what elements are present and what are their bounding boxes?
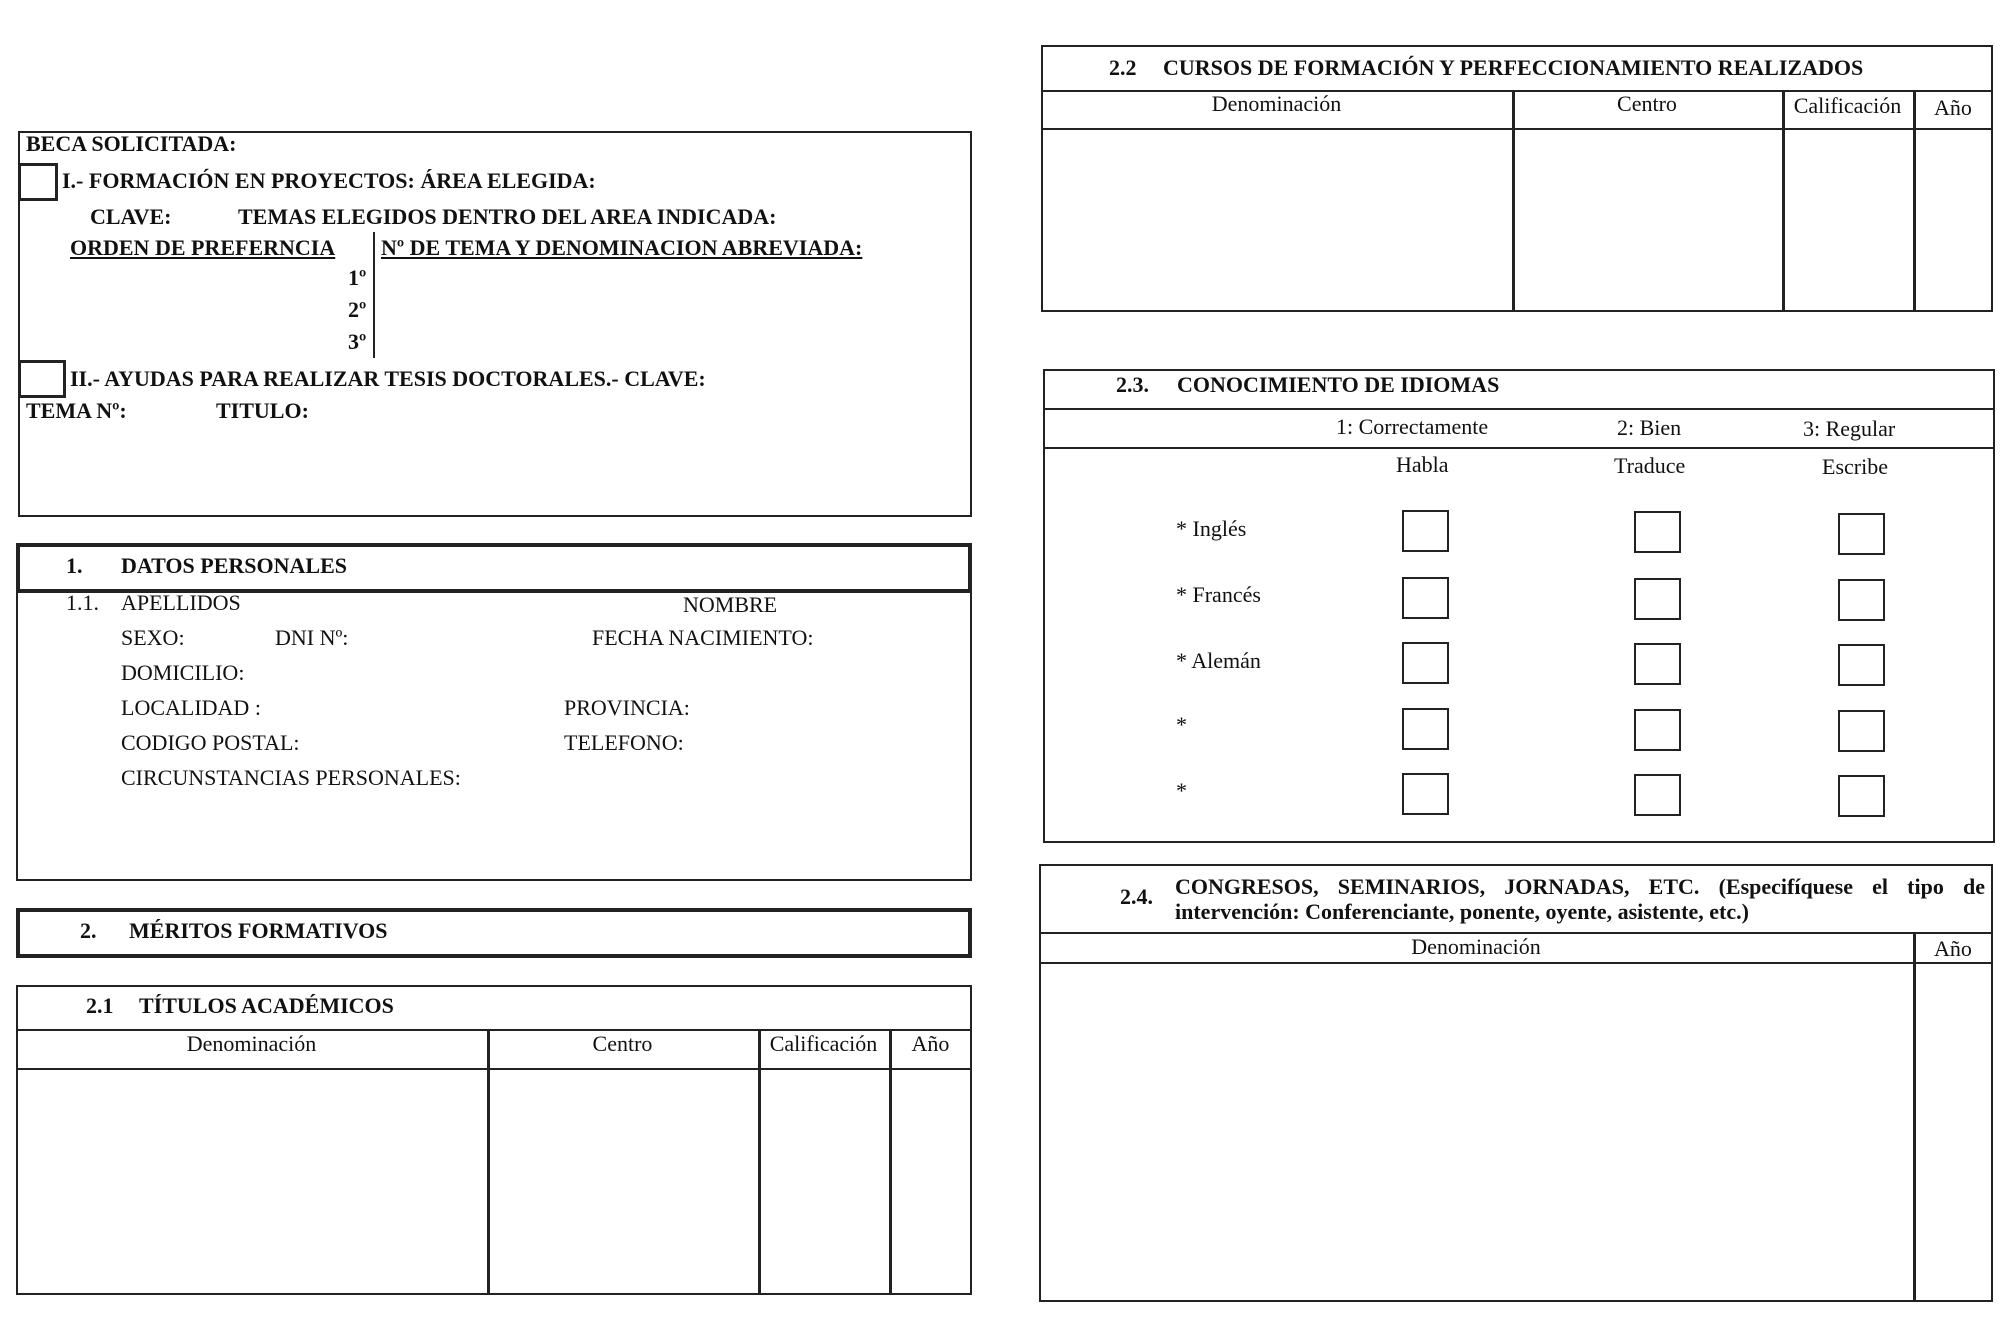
- titulos-col-ano: Año: [911, 1031, 950, 1056]
- congresos-header-divider: [1039, 962, 1993, 964]
- option1-checkbox[interactable]: [18, 163, 58, 201]
- cursos-col-sep-1: [1512, 90, 1515, 312]
- cursos-col-centro: Centro: [1617, 91, 1677, 116]
- meritos-number: 2.: [80, 918, 97, 943]
- ingles-habla-checkbox[interactable]: [1402, 510, 1449, 552]
- cursos-col-sep-3: [1913, 90, 1916, 312]
- option1-label: I.- FORMACIÓN EN PROYECTOS: ÁREA ELEGIDA:: [62, 168, 596, 193]
- fecha-label: FECHA NACIMIENTO:: [592, 625, 814, 650]
- idiomas-skill-escribe: Escribe: [1822, 454, 1888, 479]
- cursos-col-denominacion: Denominación: [1211, 91, 1342, 116]
- telefono-label: TELEFONO:: [564, 730, 684, 755]
- datos-sub-number: 1.1.: [66, 590, 99, 615]
- idiomas-scale-divider: [1043, 447, 1995, 449]
- language-row-3: * Alemán: [1176, 648, 1261, 673]
- order-3: 3º: [348, 329, 367, 354]
- idiomas-title-divider: [1043, 408, 1995, 410]
- idiomas-scale-2: 2: Bien: [1617, 415, 1682, 440]
- congresos-col-sep: [1913, 932, 1916, 1302]
- titulos-header-divider: [16, 1068, 972, 1070]
- congresos-title-line2: intervención: Conferenciante, ponente, oyente, asistente, etc.): [1175, 899, 1749, 924]
- congresos-number: 2.4.: [1120, 884, 1153, 909]
- language-row-1: * Inglés: [1176, 516, 1247, 541]
- language5-escribe-checkbox[interactable]: [1838, 775, 1885, 817]
- aleman-habla-checkbox[interactable]: [1402, 642, 1449, 684]
- meritos-title: MÉRITOS FORMATIVOS: [129, 918, 388, 943]
- titulos-col-centro: Centro: [592, 1031, 653, 1056]
- idiomas-skill-habla: Habla: [1396, 452, 1449, 477]
- option2-checkbox[interactable]: [18, 360, 66, 398]
- titulo-label: TITULO:: [216, 398, 309, 423]
- localidad-label: LOCALIDAD :: [121, 695, 261, 720]
- aleman-traduce-checkbox[interactable]: [1634, 643, 1681, 685]
- congresos-table: [1039, 864, 1993, 1302]
- language4-escribe-checkbox[interactable]: [1838, 710, 1885, 752]
- aleman-escribe-checkbox[interactable]: [1838, 644, 1885, 686]
- congresos-title-line1: CONGRESOS, SEMINARIOS, JORNADAS, ETC. (Especifíquese el tipo de: [1175, 874, 1985, 899]
- idiomas-title: CONOCIMIENTO DE IDIOMAS: [1177, 372, 1500, 397]
- idiomas-skill-traduce: Traduce: [1614, 453, 1686, 478]
- titulos-number: 2.1: [86, 993, 114, 1018]
- orden-divider: [373, 232, 375, 358]
- cursos-col-calificacion: Calificación: [1793, 93, 1902, 118]
- titulos-col-sep-1: [487, 1029, 490, 1295]
- language-row-4: *: [1176, 712, 1187, 737]
- congresos-col-denominacion: Denominación: [1411, 934, 1541, 959]
- idiomas-scale-1: 1: Correctamente: [1336, 414, 1489, 439]
- dni-label: DNI Nº:: [275, 625, 349, 650]
- nombre-label: NOMBRE: [683, 592, 778, 617]
- cursos-table: [1041, 45, 1993, 312]
- titulos-col-denominacion: Denominación: [186, 1031, 317, 1056]
- cursos-col-sep-2: [1782, 90, 1785, 312]
- language-row-2: * Francés: [1176, 582, 1261, 607]
- titulos-col-sep-2: [758, 1029, 761, 1295]
- tema-header: Nº DE TEMA Y DENOMINACION ABREVIADA:: [381, 235, 863, 260]
- titulos-col-sep-3: [889, 1029, 892, 1295]
- datos-title: DATOS PERSONALES: [121, 553, 347, 578]
- orden-header: ORDEN DE PREFERNCIA: [70, 235, 336, 260]
- language5-traduce-checkbox[interactable]: [1634, 774, 1681, 816]
- cursos-number: 2.2: [1109, 55, 1137, 80]
- domicilio-label: DOMICILIO:: [121, 660, 245, 685]
- idiomas-number: 2.3.: [1116, 372, 1149, 397]
- beca-title: BECA SOLICITADA:: [26, 131, 237, 156]
- order-1: 1º: [348, 265, 367, 290]
- titulos-title: TÍTULOS ACADÉMICOS: [139, 993, 394, 1018]
- cursos-title: CURSOS DE FORMACIÓN Y PERFECCIONAMIENTO REALIZADOS: [1163, 55, 1864, 80]
- datos-number: 1.: [66, 553, 83, 578]
- language4-habla-checkbox[interactable]: [1402, 708, 1449, 750]
- idiomas-scale-3: 3: Regular: [1803, 416, 1896, 441]
- cursos-header-divider: [1041, 128, 1993, 130]
- provincia-label: PROVINCIA:: [564, 695, 690, 720]
- circunstancias-label: CIRCUNSTANCIAS PERSONALES:: [121, 765, 461, 790]
- option2-label: II.- AYUDAS PARA REALIZAR TESIS DOCTORALES.- CLAVE:: [70, 366, 706, 391]
- congresos-col-ano: Año: [1934, 936, 1972, 961]
- ingles-escribe-checkbox[interactable]: [1838, 513, 1885, 555]
- tema-no-label: TEMA Nº:: [26, 398, 127, 423]
- frances-escribe-checkbox[interactable]: [1838, 579, 1885, 621]
- frances-habla-checkbox[interactable]: [1402, 577, 1449, 619]
- clave-label: CLAVE:: [90, 204, 172, 229]
- language4-traduce-checkbox[interactable]: [1634, 709, 1681, 751]
- apellidos-label: APELLIDOS: [121, 590, 241, 615]
- order-2: 2º: [348, 297, 367, 322]
- cursos-col-ano: Año: [1934, 95, 1972, 120]
- codigo-postal-label: CODIGO POSTAL:: [121, 730, 300, 755]
- titulos-col-calificacion: Calificación: [769, 1031, 878, 1056]
- sexo-label: SEXO:: [121, 625, 185, 650]
- frances-traduce-checkbox[interactable]: [1634, 578, 1681, 620]
- language-row-5: *: [1176, 778, 1187, 803]
- temas-label: TEMAS ELEGIDOS DENTRO DEL AREA INDICADA:: [238, 204, 777, 229]
- ingles-traduce-checkbox[interactable]: [1634, 511, 1681, 553]
- language5-habla-checkbox[interactable]: [1402, 773, 1449, 815]
